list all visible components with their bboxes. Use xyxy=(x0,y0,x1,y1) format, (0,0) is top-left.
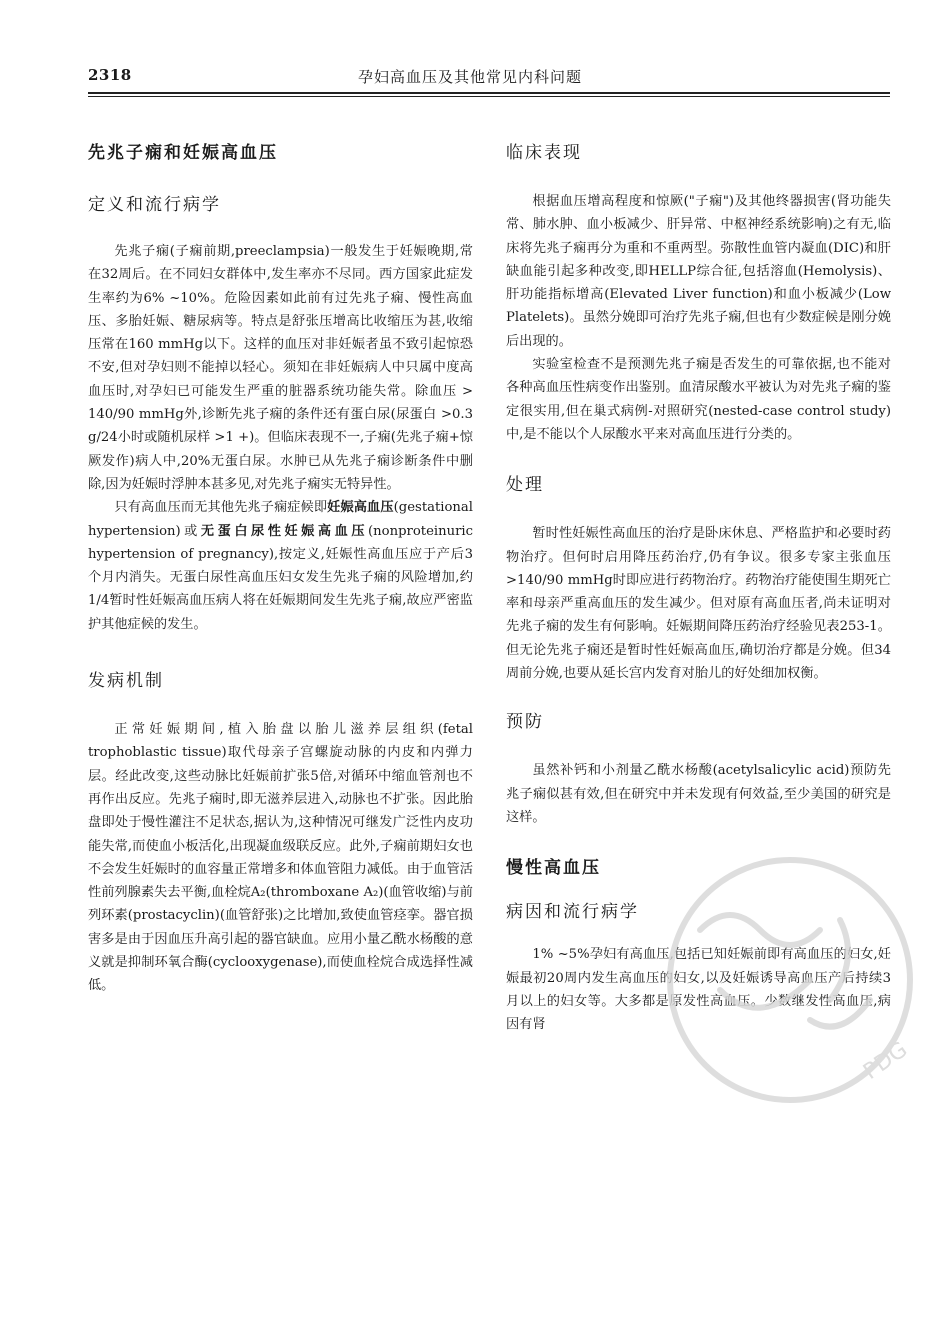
paragraph-prevention: 虽然补钙和小剂量乙酰水杨酸(acetylsalicylic acid)预防先兆子痫似甚有效,但在研究中并未发现有何效益,至少美国的研究是这样。 xyxy=(506,763,891,825)
paragraph-management: 暂时性妊娠性高血压的治疗是卧床休息、严格监护和必要时药物治疗。但何时启用降压药治疗,仍有争议。很多专家主张血压 >140/90 mmHg时即应进行药物治疗。药物治疗能使围生期死亡率和母亲严重高血压的发生减少。但对原有高血压者,尚未证明对先兆子痫的发生有何影响。妊娠期间降压药治疗经验见表253-1。但无论先兆子痫还是暂时性妊娠高血压,确切治疗都是分娩。但34周前分娩,也要从延长宫内发育对胎儿的好处细加权衡。 xyxy=(506,526,891,682)
header-rule xyxy=(88,92,890,97)
paragraph-etiology: 1% ~5%孕妇有高血压,包括已知妊娠前即有高血压的妇女,妊娠最初20周内发生高血压的妇女,以及妊娠诱导高血压产后持续3月以上的妇女等。大多都是原发性高血压。少数继发性高血压,病因有肾 xyxy=(506,947,891,1033)
paragraph-pathogenesis: 正常妊娠期间,植入胎盘以胎儿滋养层组织(fetal trophoblastic tissue)取代母亲子宫螺旋动脉的内皮和内弹力层。经此改变,这些动脉比妊娠前扩张5倍,对循环中缩血管剂也不再作出反应。先兆子痫时,即无滋养层进入,动脉也不扩张。因此胎盘即处于慢性灌注不足状态,据认为,这种情况可继发广泛性内皮功能失常,而使血小板活化,出现凝血级联反应。此外,子痫前期妇女也不会发生妊娠时的血容量正常增多和体血管阻力减低。由于血管活性前列腺素失去平衡,血栓烷A₂(thromboxane A₂)(血管收缩)与前列环素(prostacyclin)(血管舒张)之比增加,致使血管痉挛。器官损害多是由于因血压升高引起的器官缺血。应用小量乙酰水杨酸的意义就是抑制环氧合酶(cyclooxygenase),而使血栓烷合成选择性减低。 xyxy=(88,722,473,994)
paragraph-gestational-hypertension xyxy=(88,496,473,636)
page-number: 2318 xyxy=(88,66,132,84)
page-header xyxy=(88,66,890,88)
running-title: 孕妇高血压及其他常见内科问题 xyxy=(358,68,583,86)
p2-text-b: (gestational hypertension)或 xyxy=(88,500,474,539)
left-column xyxy=(88,130,473,998)
watermark-text: PDG xyxy=(859,1037,913,1085)
subsection-title-etiology: 病因和流行病学 xyxy=(506,902,639,923)
subsection-title-prevention: 预防 xyxy=(506,712,544,733)
paragraph-laboratory: 实验室检查不是预测先兆子痫是否发生的可靠依据,也不能对各种高血压性病变作出鉴别。血清尿酸水平被认为对先兆子痫的鉴定很实用,但在巢式病例-对照研究(nested-case control study)中,是不能以个人尿酸水平来对高血压进行分类的。 xyxy=(506,357,891,442)
p2-text-c: (nonproteinuric hypertension of pregnancy),按定义,妊娠性高血压应于产后3个月内消失。无蛋白尿性高血压妇女发生先兆子痫的风险增加,约1/4暂时性妊娠高血压病人将在妊娠期间发生先兆子痫,故应严密监护其他症候的发生。 xyxy=(88,523,474,632)
subsection-title-management: 处理 xyxy=(506,475,544,496)
subsection-title-pathogenesis: 发病机制 xyxy=(88,671,164,692)
subsection-title-clinical: 临床表现 xyxy=(506,143,582,163)
term-gestational-hypertension: 妊娠高血压 xyxy=(327,500,394,516)
subsection-title-definition: 定义和流行病学 xyxy=(88,195,221,215)
section-title-chronic-hypertension: 慢性高血压 xyxy=(506,858,601,879)
paragraph-clinical: 根据血压增高程度和惊厥("子痫")及其他终器损害(肾功能失常、肺水肿、血小板减少、肝异常、中枢神经系统影响)之有无,临床将先兆子痫再分为重和不重两型。弥散性血管内凝血(DIC)和肝缺血能引起多种改变,即HELLP综合征,包括溶血(Hemolysis)、肝功能指标增高(Elevated Liver function)和血小板减少(Low Platelets)。虽然分娩即可治疗先兆子痫,但也有少数症候是刚分娩后出现的。 xyxy=(506,194,891,349)
section-title-preeclampsia: 先兆子痫和妊娠高血压 xyxy=(88,143,278,163)
paragraph-definition: 先兆子痫(子痫前期,preeclampsia)一般发生于妊娠晚期,常在32周后。在不同妇女群体中,发生率亦不尽同。西方国家此症发生率约为6% ~10%。危险因素如此前有过先兆子痫、慢性高血压、多胎妊娠、糖尿病等。特点是舒张压增高比收缩压为甚,收缩压常在160 mmHg以下。这样的血压对非妊娠者虽不致引起惊恐不安,但对孕妇则不能掉以轻心。须知在非妊娠病人中只属中度高血压时,对孕妇已可能发生严重的脏器系统功能失常。除血压 > 140/90 mmHg外,诊断先兆子痫的条件还有蛋白尿(尿蛋白 >0.3 g/24小时或随机尿样 >1 +)。但临床表现不一,子痫(先兆子痫+惊厥发作)病人中,20%无蛋白尿。水肿已从先兆子痫诊断条件中删除,因为妊娠时浮肿本甚多见,对先兆子痫实无特异性。 xyxy=(88,244,473,492)
term-nonproteinuric-hypertension: 无蛋白尿性妊娠高血压 xyxy=(200,523,369,539)
p2-text-a: 只有高血压而无其他先兆子痫症候即 xyxy=(114,500,328,516)
right-column xyxy=(506,130,891,1036)
